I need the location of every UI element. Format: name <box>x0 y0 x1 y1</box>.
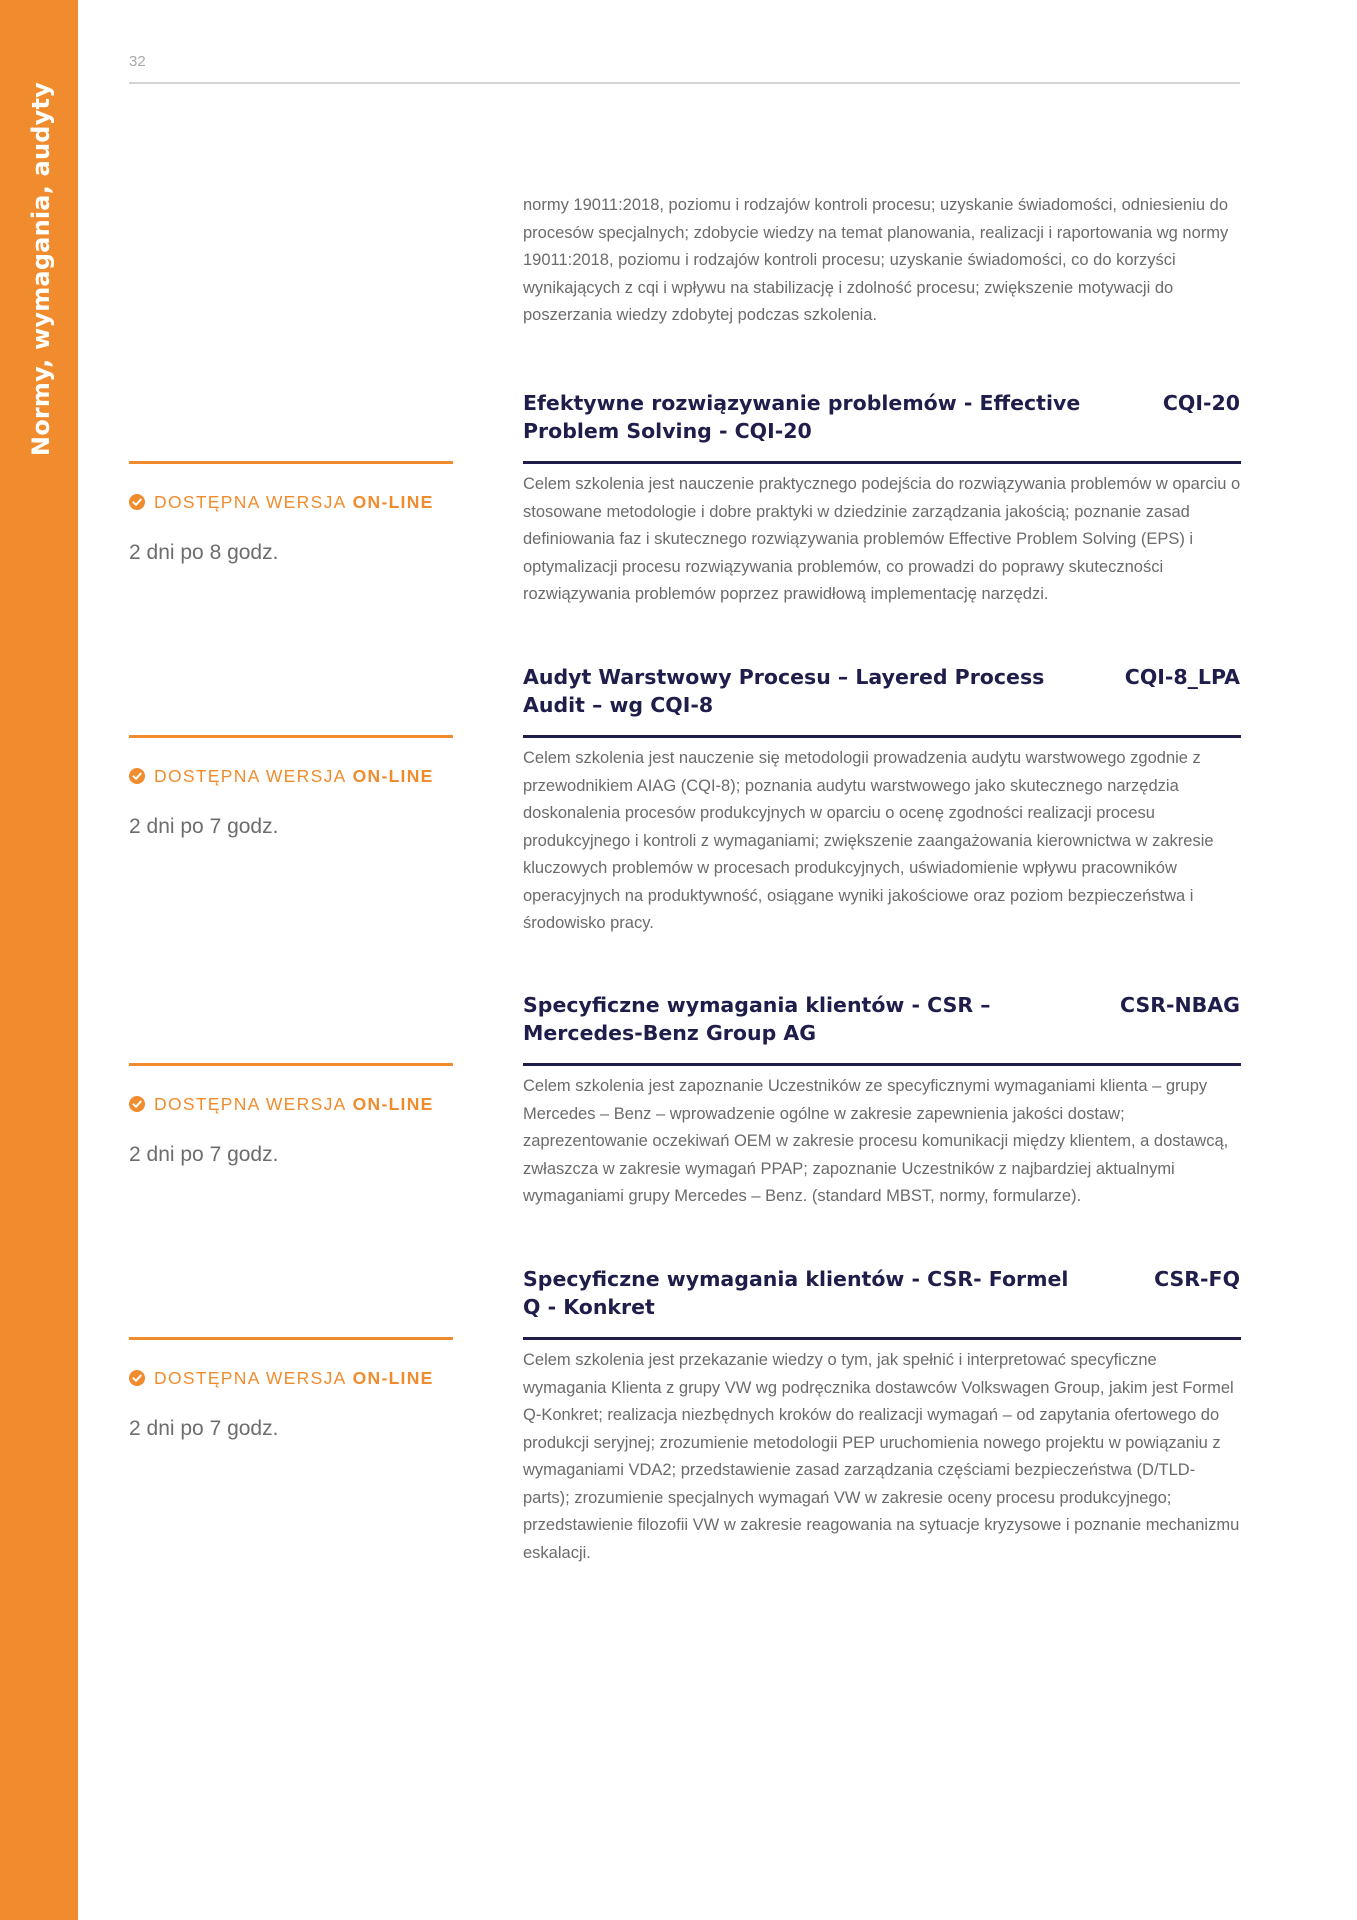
course-divider-right <box>523 735 1241 738</box>
check-circle-icon <box>129 1096 145 1112</box>
online-badge <box>129 491 434 513</box>
online-badge-highlight: ON-LINE <box>352 1367 434 1388</box>
course-divider-left <box>129 1337 453 1340</box>
course-divider-right <box>523 1337 1241 1340</box>
section-sidebar <box>0 0 78 1920</box>
course-code: CSR-NBAG <box>1120 993 1240 1017</box>
online-badge <box>129 765 434 787</box>
online-badge-prefix: DOSTĘPNA WERSJA <box>154 1367 347 1388</box>
course-title: Audyt Warstwowy Procesu – Layered Process Audit – wg CQI-8 <box>523 665 1045 717</box>
course-divider-left <box>129 735 453 738</box>
course-divider-left <box>129 461 453 464</box>
course-title: Specyficzne wymagania klientów - CSR- Formel Q - Konkret <box>523 1267 1069 1319</box>
online-badge-prefix: DOSTĘPNA WERSJA <box>154 1093 347 1114</box>
online-badge-highlight: ON-LINE <box>352 1093 434 1114</box>
course-divider-left <box>129 1063 453 1066</box>
online-badge <box>129 1093 434 1115</box>
page-number: 32 <box>129 53 146 70</box>
online-badge-prefix: DOSTĘPNA WERSJA <box>154 765 347 786</box>
course-code: CQI-20 <box>1162 391 1240 415</box>
course-description: Celem szkolenia jest przekazanie wiedzy o tym, jak spełnić i interpretować specyficzne wymagania Klienta z grupy VW wg podręcznika dostawców Volkswagen Group, jakim jest Formel Q-Konkret; realizacja niezbędnych kroków do realizacji wymagań – od zapytania ofertowego do produkcji seryjnej; zrozumienie metodologii PEP uruchomienia nowego projektu w powiązaniu z wymaganiami VDA2; przedstawienie zasad zarządzania częściami bezpieczeństwa (D/TLD-parts); zrozumienie specjalnych wymagań VW w zakresie oceny procesu produkcyjnego; przedstawienie filozofii VW w zakresie reagowania na sytuacje kryzysowe i poznanie mechanizmu eskalacji. <box>523 1351 1240 1562</box>
course-divider-right <box>523 1063 1241 1066</box>
course-duration: 2 dni po 7 godz. <box>129 1143 279 1166</box>
online-badge-prefix: DOSTĘPNA WERSJA <box>154 491 347 512</box>
course-code: CSR-FQ <box>1154 1267 1240 1291</box>
course-divider-right <box>523 461 1241 464</box>
intro-paragraph: normy 19011:2018, poziomu i rodzajów kontroli procesu; uzyskanie świadomości, odniesieniu do procesów specjalnych; zdobycie wiedzy na temat planowania, realizacji i raportowania wg normy 19011:2018, poziomu i rodzajów kontroli procesu; uzyskanie świadomości, co do korzyści wynikających z cqi i wpływu na stabilizację i zdolność procesu; zwiększenie motywacji do poszerzania wiedzy zdobytej podczas szkolenia. <box>523 196 1229 324</box>
online-badge <box>129 1367 434 1389</box>
course-description: Celem szkolenia jest nauczenie się metodologii prowadzenia audytu warstwowego zgodnie z przewodnikiem AIAG (CQI-8); poznania audytu warstwowego jako skutecznego narzędzia doskonalenia procesów produkcyjnych w oparciu o ocenę zgodności realizacji procesu produkcyjnego i kontroli z wymaganiami; zwiększenie zaangażowania kierownictwa w zakresie kluczowych problemów w procesach produkcyjnych, uświadomienie wpływu pracowników operacyjnych na produktywność, osiągane wyniki jakościowe oraz poziom bezpieczeństwa i środowisko pracy. <box>523 749 1214 932</box>
course-title: Efektywne rozwiązywanie problemów - Effective Problem Solving - CQI-20 <box>523 391 1081 443</box>
course-duration: 2 dni po 7 godz. <box>129 1417 279 1440</box>
online-badge-highlight: ON-LINE <box>352 491 434 512</box>
course-description: Celem szkolenia jest zapoznanie Uczestników ze specyficznymi wymaganiami klienta – grupy Mercedes – Benz – wprowadzenie ogólne w zakresie zapewnienia jakości dostaw; zaprezentowanie oczekiwań OEM w zakresie procesu komunikacji między klientem, a dostawcą, zwłaszcza w zakresie wymagań PPAP; zapoznanie Uczestników z najbardziej aktualnymi wymaganiami grupy Mercedes – Benz. (standard MBST, normy, formularze). <box>523 1077 1229 1205</box>
section-title: Normy, wymagania, audyty <box>27 82 55 457</box>
course-duration: 2 dni po 7 godz. <box>129 815 279 838</box>
course-description: Celem szkolenia jest nauczenie praktycznego podejścia do rozwiązywania problemów w oparciu o stosowane metodologie i dobre praktyki w dziedzinie zarządzania jakością; poznanie zasad definiowania faz i skutecznego rozwiązywania problemów Effective Problem Solving (EPS) i optymalizacji procesu rozwiązywania problemów, co prowadzi do poprawy skuteczności rozwiązywania problemów poprzez prawidłową implementację narzędzi. <box>523 475 1241 603</box>
course-title: Specyficzne wymagania klientów - CSR – Mercedes-Benz Group AG <box>523 993 991 1045</box>
header-divider <box>129 82 1240 84</box>
check-circle-icon <box>129 494 145 510</box>
course-duration: 2 dni po 8 godz. <box>129 541 279 564</box>
check-circle-icon <box>129 768 145 784</box>
online-badge-highlight: ON-LINE <box>352 765 434 786</box>
check-circle-icon <box>129 1370 145 1386</box>
course-code: CQI-8_LPA <box>1124 665 1240 689</box>
